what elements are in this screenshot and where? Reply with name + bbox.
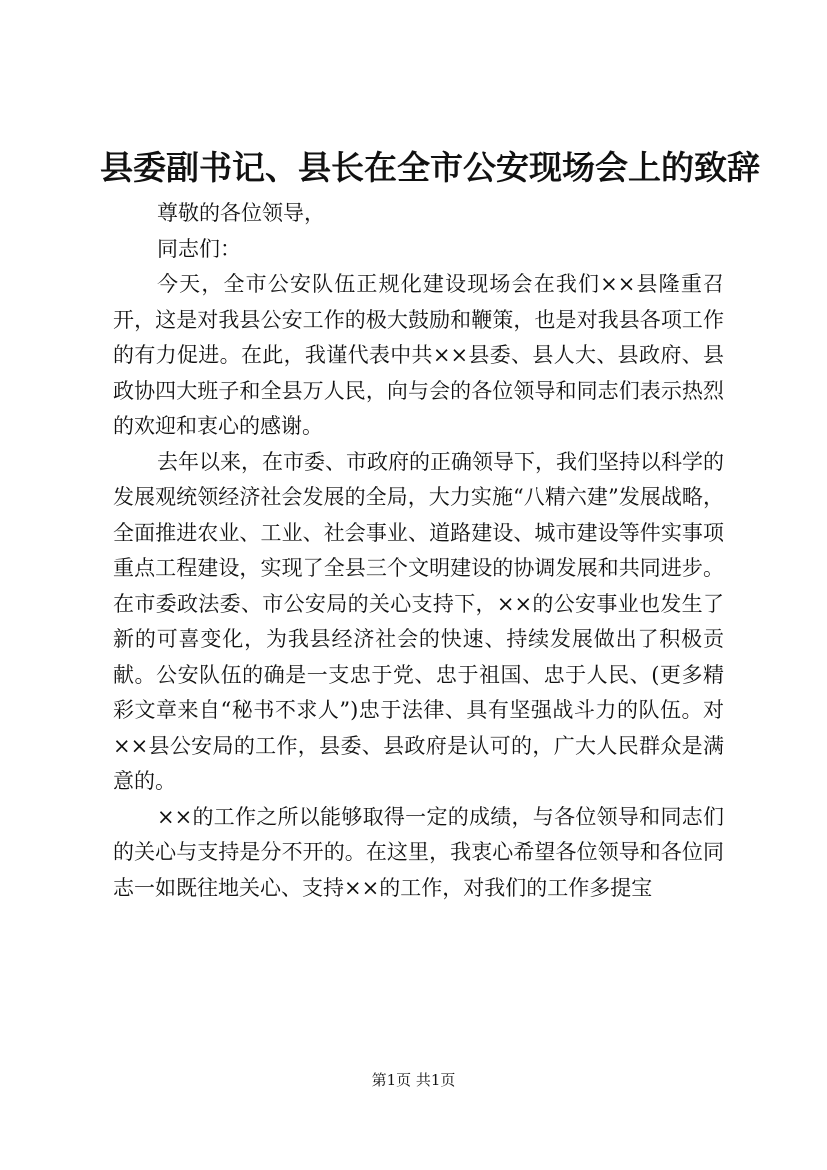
salutation-comrades: 同志们：	[157, 236, 241, 261]
document-body	[113, 196, 724, 906]
salutation-leaders: 尊敬的各位领导，	[157, 201, 325, 225]
page-number-footer: 第1页 共1页	[371, 1071, 456, 1089]
paragraph-thanks: ××的工作之所以能够取得一定的成绩，与各位领导和同志们的关心与支持是分不开的。在这里，我衷心希望各位领导和各位同志一如既往地关心、支持××的工作，对我们的工作多提宝	[113, 804, 724, 900]
paragraph-achievements: 去年以来，在市委、市政府的正确领导下，我们坚持以科学的发展观统领经济社会发展的全局，大力实施“八精六建”发展战略，全面推进农业、工业、社会事业、道路建设、城市建设等件实事项重点工程建设，实现了全县三个文明建设的协调发展和共同进步。在市委政法委、市公安局的关心支持下，××的公安事业也发生了新的可喜变化，为我县经济社会的快速、持续发展做出了积极贡献。公安队伍的确是一支忠于党、忠于祖国、忠于人民、(更多精彩文章来自“秘书不求人”)忠于法律、具有坚强战斗力的队伍。对××县公安局的工作，县委、县政府是认可的，广大人民群众是满意的。	[113, 449, 724, 793]
document-title: 县委副书记、县长在全市公安现场会上的致辞	[100, 148, 760, 187]
paragraph-welcome: 今天，全市公安队伍正规化建设现场会在我们××县隆重召开，这是对我县公安工作的极大鼓励和鞭策，也是对我县各项工作的有力促进。在此，我谨代表中共××县委、县人大、县政府、县政协四大班子和全县万人民，向与会的各位领导和同志们表示热烈的欢迎和衷心的感谢。	[113, 272, 724, 438]
